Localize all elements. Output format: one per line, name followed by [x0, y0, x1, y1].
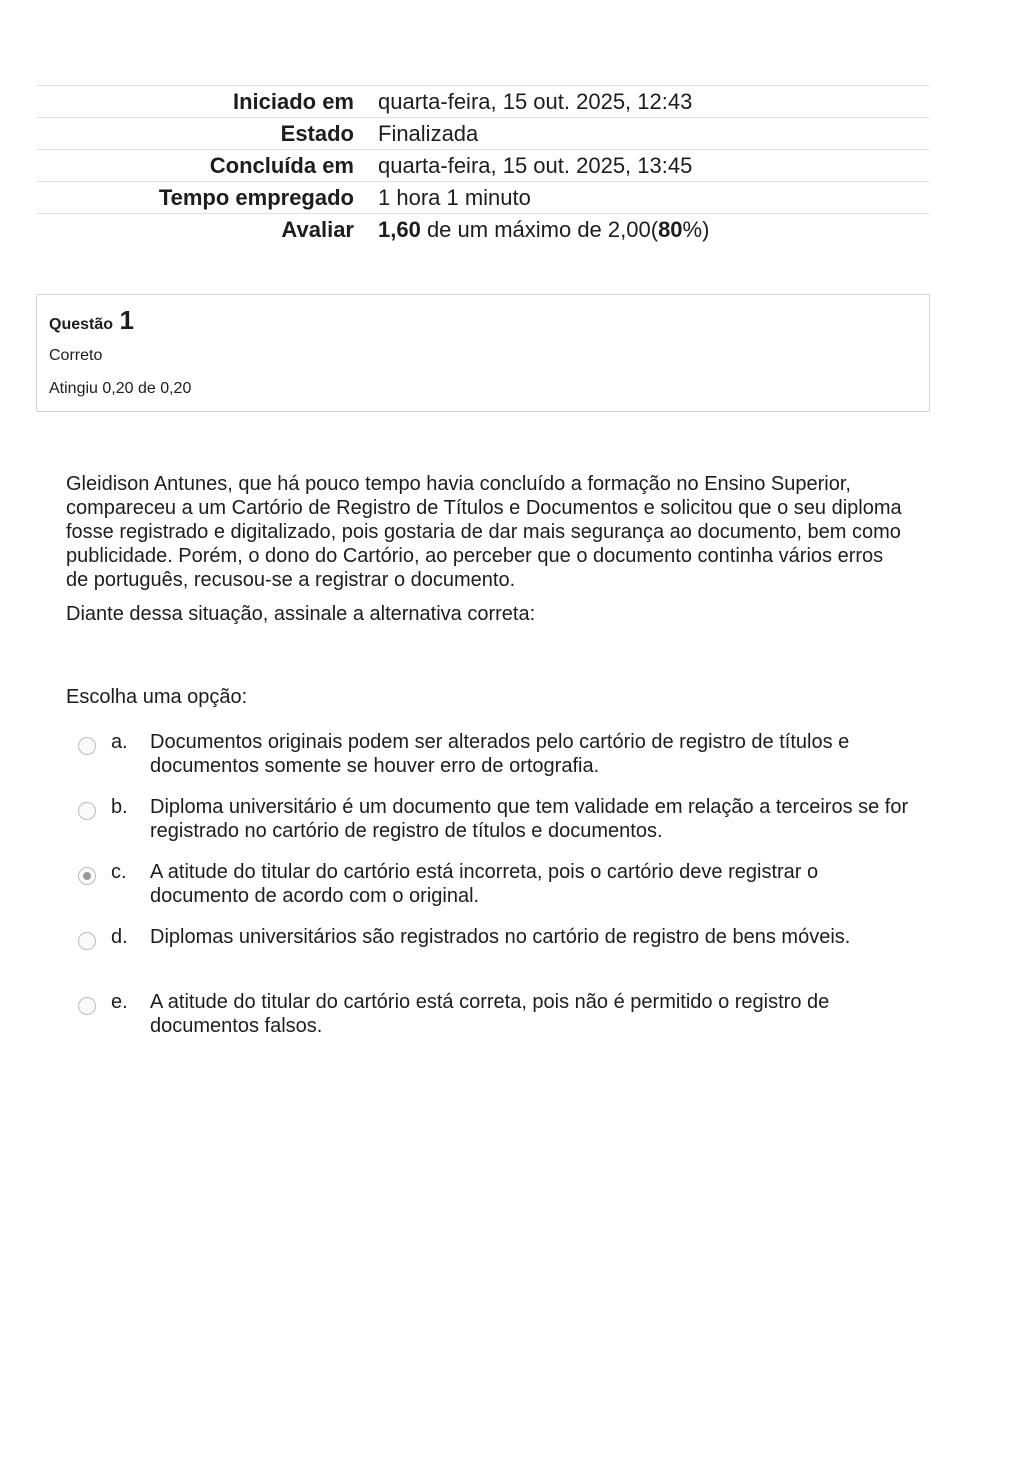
grade-percent: 80 [658, 217, 683, 242]
option-text: A atitude do titular do cartório está incorreta, pois o cartório deve registrar o documento de acordo com o original. [150, 861, 819, 907]
radio-icon[interactable] [78, 997, 96, 1015]
summary-row-grade [36, 214, 930, 246]
option-letter: e. [111, 991, 128, 1013]
completed-label: Concluída em [209, 153, 354, 178]
radio-icon[interactable] [78, 737, 96, 755]
question-info-box [36, 294, 930, 412]
answer-option-c[interactable] [78, 860, 918, 908]
answer-option-b[interactable] [78, 795, 918, 843]
state-value: Finalizada [378, 121, 479, 146]
grade-label: Avaliar [281, 217, 354, 242]
answer-options [78, 730, 918, 1055]
summary-row-time [36, 182, 930, 214]
question-grade: Atingiu 0,20 de 0,20 [49, 380, 192, 397]
radio-checked-icon[interactable] [78, 867, 96, 885]
attempt-summary-table [36, 85, 930, 245]
option-text: A atitude do titular do cartório está correta, pois não é permitido o registro de documentos falsos. [150, 991, 830, 1037]
question-state: Correto [49, 347, 103, 364]
summary-row-state [36, 118, 930, 150]
option-text: Diplomas universitários são registrados no cartório de registro de bens móveis. [150, 926, 851, 948]
grade-suffix: %) [682, 217, 710, 242]
summary-row-completed [36, 150, 930, 182]
grade-score: 1,60 [378, 217, 421, 242]
completed-value: quarta-feira, 15 out. 2025, 13:45 [378, 153, 693, 178]
option-letter: a. [111, 731, 128, 753]
option-letter: b. [111, 796, 128, 818]
option-text: Diploma universitário é um documento que tem validade em relação a terceiros se for registrado no cartório de registro de títulos e documentos. [150, 796, 909, 842]
answer-option-e[interactable] [78, 990, 918, 1038]
option-letter: d. [111, 926, 128, 948]
answer-option-d[interactable] [78, 925, 918, 973]
radio-icon[interactable] [78, 932, 96, 950]
option-text: Documentos originais podem ser alterados pelo cartório de registro de títulos e documentos somente se houver erro de ortografia. [150, 731, 850, 777]
question-paragraph-2: Diante dessa situação, assinale a alternativa correta: [66, 603, 536, 625]
time-label: Tempo empregado [158, 185, 354, 210]
question-label: Questão [49, 316, 114, 333]
started-label: Iniciado em [232, 89, 354, 114]
state-label: Estado [280, 121, 354, 146]
question-number-value: 1 [119, 305, 134, 335]
grade-middle: de um máximo de 2,00( [420, 217, 659, 242]
grade-value [354, 214, 930, 246]
time-value: 1 hora 1 minuto [378, 185, 531, 210]
answer-prompt: Escolha uma opção: [66, 686, 248, 708]
started-value: quarta-feira, 15 out. 2025, 12:43 [378, 89, 693, 114]
question-paragraph-1: Gleidison Antunes, que há pouco tempo havia concluído a formação no Ensino Superior, compareceu a um Cartório de Registro de Títulos e Documentos e solicitou que o seu diploma fosse registrado e digitalizado, pois gostaria de dar mais segurança ao documento, bem como publicidade. Porém, o dono do Cartório, ao perceber que o documento continha vários erros de português, recusou-se a registrar o documento. [66, 473, 902, 591]
option-letter: c. [111, 861, 127, 883]
summary-row-started [36, 86, 930, 118]
question-text [66, 472, 906, 636]
question-number [49, 305, 134, 336]
answer-option-a[interactable] [78, 730, 918, 778]
radio-icon[interactable] [78, 802, 96, 820]
